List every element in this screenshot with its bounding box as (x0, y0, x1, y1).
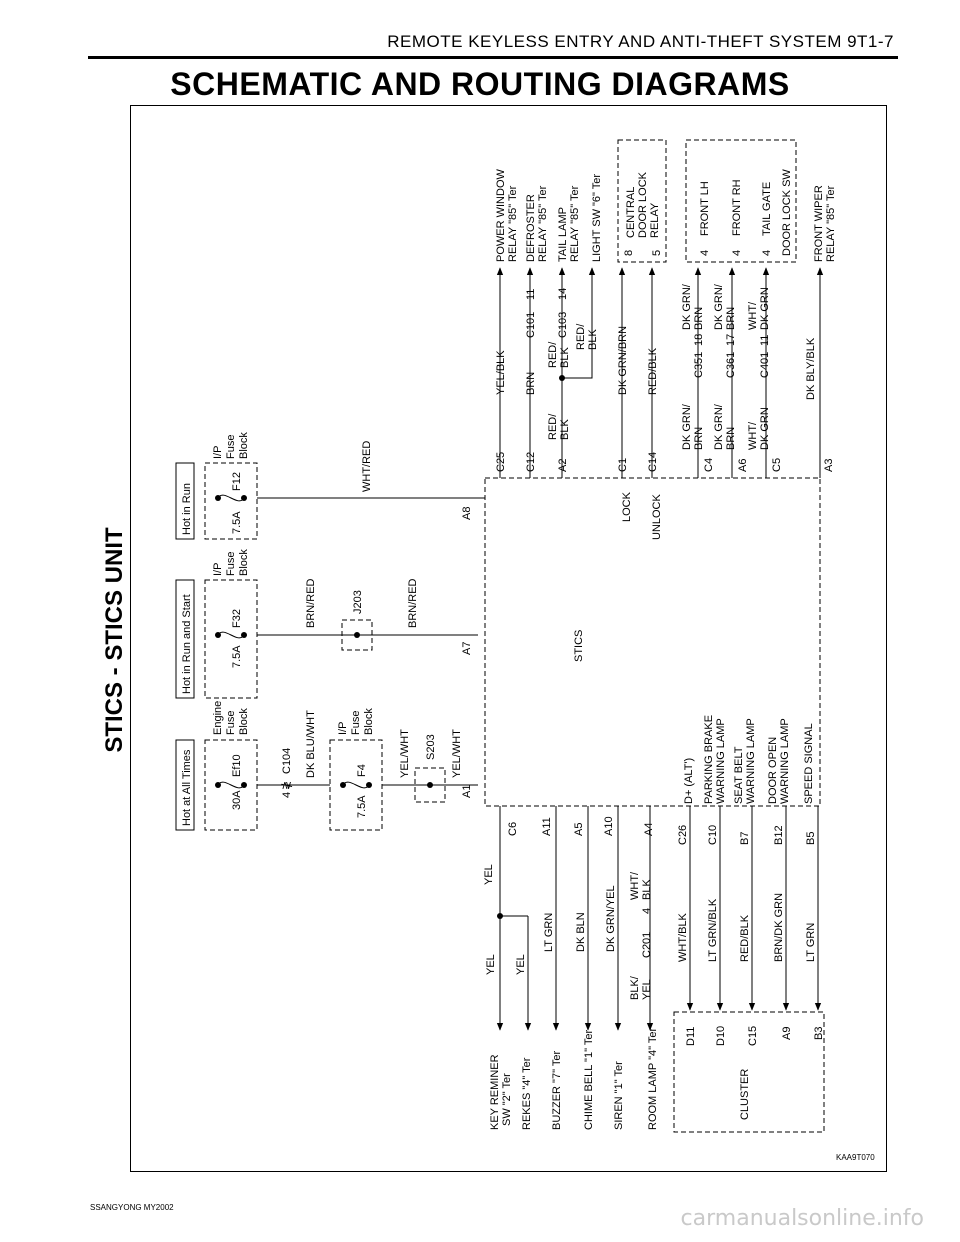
fuse-f32-block-2: Fuse (225, 551, 237, 576)
cluster-wire-2: RED/BLK (739, 914, 751, 962)
power-section (176, 432, 478, 830)
fuse-ef10-block-2: Fuse (225, 710, 237, 735)
c104-pin: 4 (281, 791, 293, 798)
door-lock-pin-lh: 4 (699, 249, 711, 256)
splice-j203-label: J203 (352, 590, 364, 614)
stics-pin-a8: A8 (461, 506, 473, 520)
fuse-f12-id: F12 (231, 472, 243, 491)
wire-label-red-blk: RED/BLK (647, 347, 659, 395)
pin-c14: C14 (647, 451, 659, 472)
stics-func-door-2: WARNING LAMP (779, 718, 791, 804)
cluster-section (674, 806, 825, 1132)
cluster-pin-d10: D10 (715, 1025, 727, 1046)
dest-defroster-1: DEFROSTER (525, 194, 537, 262)
door-lock-front-lh: FRONT LH (699, 181, 711, 236)
stics-label: STICS (573, 629, 585, 662)
stics-func-seatbelt-2: WARNING LAMP (745, 718, 757, 804)
left-pin-a4: A4 (643, 822, 655, 836)
a6-wire-1: DK GRN/ (713, 404, 725, 450)
cluster-pin-stics-b7: B7 (739, 831, 751, 845)
c201-wire-after-2: YEL (641, 979, 653, 1000)
c5-wire2-2: DK GRN (759, 287, 771, 330)
c5-wire1-2: DK GRN (759, 407, 771, 450)
cluster-pin-stics-c26: C26 (677, 824, 689, 845)
c104-label: C104 (281, 747, 293, 774)
stics-pin-a1: A1 (461, 784, 473, 798)
fuse-f12-block-1: I/P (212, 445, 224, 459)
c5-wire2-1: WHT/ (747, 301, 759, 330)
a6-wire-2: BRN (725, 426, 737, 450)
pin-a3: A3 (823, 458, 835, 472)
hot-at-all-times-label: Hot at All Times (181, 749, 193, 826)
door-lock-pin-tail: 4 (761, 249, 773, 256)
a2-wire3-2: BLK (587, 329, 599, 350)
cluster-pin-a9: A9 (781, 1026, 793, 1040)
left-wire-dk-grn-yel: DK GRN/YEL (605, 885, 617, 952)
dest-tail-lamp-1: TAIL LAMP (557, 206, 569, 262)
c361-pin: 17 (725, 333, 737, 346)
a2-wire-1: RED/ (547, 413, 559, 440)
left-wire-yel-splice: YEL (515, 954, 527, 975)
c4-wire1-1: DK GRN/ (681, 404, 693, 450)
wire-label-yel-blk: YEL/BLK (495, 350, 507, 395)
door-lock-pin-rh: 4 (731, 249, 743, 256)
f32-fuse-block (205, 580, 257, 698)
splice-s203-label: S203 (425, 734, 437, 760)
fuse-f4-amp: 7.5A (356, 795, 368, 818)
wire-label-dk-bly-blk: DK BLY/BLK (805, 337, 817, 400)
pin-c4: C4 (703, 457, 715, 472)
cluster-pin-stics-b12: B12 (773, 825, 785, 845)
cluster-pin-stics-c10: C10 (707, 824, 719, 845)
hot-in-run-start-label: Hot in Run and Start (181, 594, 193, 694)
relay-pin-5: 5 (651, 249, 663, 256)
fuse-f4-id: F4 (356, 764, 368, 777)
stics-func-d-plus: D+ (ALT') (683, 757, 695, 804)
fuse-f4-block-3: Block (363, 708, 375, 735)
dest-light-sw: LIGHT SW "6" Ter (591, 173, 603, 262)
a6-wire2-1: DK GRN/ (713, 284, 725, 330)
fuse-f12-block-2: Fuse (225, 434, 237, 459)
dest-front-wiper-1: FRONT WIPER (813, 185, 825, 262)
left-pin-c6: C6 (507, 821, 519, 836)
stics-pin-a7: A7 (461, 641, 473, 655)
relay-pin-8: 8 (623, 249, 635, 256)
c361-label: C361 (725, 351, 737, 378)
a6-wire2-2: BRN (725, 306, 737, 330)
dest-front-wiper-2: RELAY "85" Ter (825, 185, 837, 262)
central-relay-1: CENTRAL (625, 186, 637, 238)
pin-c25: C25 (495, 451, 507, 472)
fuse-f4 (337, 708, 375, 818)
left-pin-a5: A5 (573, 822, 585, 836)
wire-wht-red: WHT/RED (361, 440, 373, 492)
central-relay-2: DOOR LOCK (637, 171, 649, 238)
cluster-pin-c15: C15 (747, 1025, 759, 1046)
dest-room-lamp: ROOM LAMP "4" Ter (647, 1027, 659, 1130)
dest-tail-lamp-2: RELAY "85" Ter (569, 185, 581, 262)
stics-func-door-1: DOOR OPEN (767, 736, 779, 804)
c4-wire2-2: BRN (693, 306, 705, 330)
left-pin-a10: A10 (603, 816, 615, 836)
wire-brn-red-1: BRN/RED (305, 578, 317, 628)
central-relay-3: RELAY (649, 202, 661, 238)
fuse-ef10 (212, 701, 250, 810)
footer-brand: SSANGYONG MY2002 (90, 1203, 174, 1212)
c351-label: C351 (693, 351, 705, 378)
fuse-ef10-amp: 30A (231, 790, 243, 810)
stics-func-parking-1: PARKING BRAKE (703, 714, 715, 804)
left-circuits (483, 806, 659, 1130)
c5-wire1-1: WHT/ (747, 421, 759, 450)
c351-pin: 18 (693, 333, 705, 346)
cluster-wire-1: LT GRN/BLK (707, 898, 719, 962)
a2-wire2-2: BLK (559, 347, 571, 368)
section-title: STICS - STICS UNIT (101, 527, 128, 753)
wire-yel-wht-2: YEL/WHT (451, 729, 463, 778)
door-lock-group: DOOR LOCK SW (781, 169, 793, 256)
fuse-f32 (212, 549, 250, 668)
left-wire-yel-left: YEL (485, 954, 497, 975)
fuse-f4-block-1: I/P (337, 721, 349, 735)
fuse-f4-block-2: Fuse (350, 710, 362, 735)
fuse-f32-amp: 7.5A (231, 645, 243, 668)
a2-wire2-1: RED/ (547, 341, 559, 368)
a2-wire-2: BLK (559, 419, 571, 440)
splice-j203-dot (354, 632, 360, 638)
c201-wire-before-2: BLK (641, 879, 653, 900)
stics-func-speed: SPEED SIGNAL (803, 723, 815, 804)
door-lock-tail-gate: TAIL GATE (761, 181, 773, 236)
fuse-f32-block-1: I/P (212, 562, 224, 576)
stics-unlock: UNLOCK (651, 494, 663, 540)
wire-dk-blu-wht: DK BLU/WHT (305, 710, 317, 778)
watermark: carmanualsonline.info (680, 1206, 924, 1231)
c401-label: C401 (759, 351, 771, 378)
splice-a2 (559, 375, 565, 381)
right-circuits (478, 140, 837, 498)
wire-brn-red-2: BRN/RED (407, 578, 419, 628)
figure-code: KAA9T070 (836, 1153, 875, 1162)
dest-siren: SIREN "1" Ter (613, 1061, 625, 1130)
fuse-f32-id: F32 (231, 609, 243, 628)
left-wire-dk-bln: DK BLN (575, 912, 587, 952)
a2-wire3-1: RED/ (575, 323, 587, 350)
cluster-wire-0: WHT/BLK (677, 913, 689, 962)
c201-wire-after-1: BLK/ (629, 976, 641, 1000)
stics-lock: LOCK (621, 492, 633, 522)
fuse-ef10-block-1: Engine (212, 700, 224, 735)
pin-a2: A2 (557, 458, 569, 472)
header-title: REMOTE KEYLESS ENTRY AND ANTI-THEFT SYSTEM 9T1-7 (387, 32, 894, 51)
dest-power-window-1: POWER WINDOW (495, 169, 507, 262)
hot-in-run-label: Hot in Run (181, 483, 193, 535)
c201-label: C201 (641, 931, 653, 958)
dest-rekes: REKES "4" Ter (521, 1057, 533, 1130)
c201-wire-before-1: WHT/ (629, 871, 641, 900)
dest-defroster-2: RELAY "85" Ter (537, 185, 549, 262)
dest-key-reminer-1: KEY REMINER (489, 1054, 501, 1130)
dest-key-reminer-2: SW "2" Ter (501, 1073, 513, 1126)
cluster-label: CLUSTER (739, 1068, 751, 1120)
fuse-ef10-id: Ef10 (231, 754, 243, 777)
c101-pin: 11 (525, 288, 537, 300)
splice-yel (497, 913, 503, 919)
fuse-f12 (212, 432, 250, 534)
page-title: SCHEMATIC AND ROUTING DIAGRAMS (170, 66, 790, 102)
splice-s203-dot (427, 782, 433, 788)
fuse-ef10-block-3: Block (238, 708, 250, 735)
cluster-pin-d11: D11 (685, 1026, 697, 1046)
c4-wire1-2: BRN (693, 426, 705, 450)
wire-label-brn: BRN (525, 371, 537, 395)
pin-c5: C5 (771, 457, 783, 472)
cluster-wire-4: LT GRN (805, 922, 817, 962)
c103-label: C103 (557, 311, 569, 338)
cluster-pin-stics-b5: B5 (805, 831, 817, 845)
c401-pin: 11 (759, 334, 771, 346)
pin-c1: C1 (617, 457, 629, 472)
c101-label: C101 (525, 311, 537, 338)
cluster-wire-3: BRN/DK GRN (773, 892, 785, 962)
wire-label-dk-grn-brn: DK GRN/BRN (617, 325, 629, 395)
fuse-f12-block-3: Block (238, 432, 250, 459)
dest-chime-bell: CHIME BELL "1" Ter (583, 1029, 595, 1130)
c104-marker: ≹ (281, 780, 293, 790)
stics-func-seatbelt-1: SEAT BELT (733, 746, 745, 804)
cluster-pin-b3: B3 (813, 1026, 825, 1040)
c4-wire2-1: DK GRN/ (681, 284, 693, 330)
c201-pin: 4 (641, 907, 653, 914)
door-lock-front-rh: FRONT RH (731, 179, 743, 236)
fuse-f32-block-3: Block (238, 549, 250, 576)
pin-c12: C12 (525, 451, 537, 472)
left-wire-yel-top: YEL (483, 864, 495, 885)
dest-power-window-2: RELAY "85" Ter (507, 185, 519, 262)
wire-yel-wht-1: YEL/WHT (399, 729, 411, 778)
left-wire-lt-grn: LT GRN (543, 912, 555, 952)
stics-func-parking-2: WARNING LAMP (715, 718, 727, 804)
fuse-f12-amp: 7.5A (231, 511, 243, 534)
stics-unit (461, 478, 820, 806)
dest-buzzer: BUZZER "7" Ter (551, 1050, 563, 1130)
left-pin-a11: A11 (541, 817, 553, 836)
pin-a6: A6 (737, 458, 749, 472)
c103-pin: 14 (557, 287, 569, 300)
